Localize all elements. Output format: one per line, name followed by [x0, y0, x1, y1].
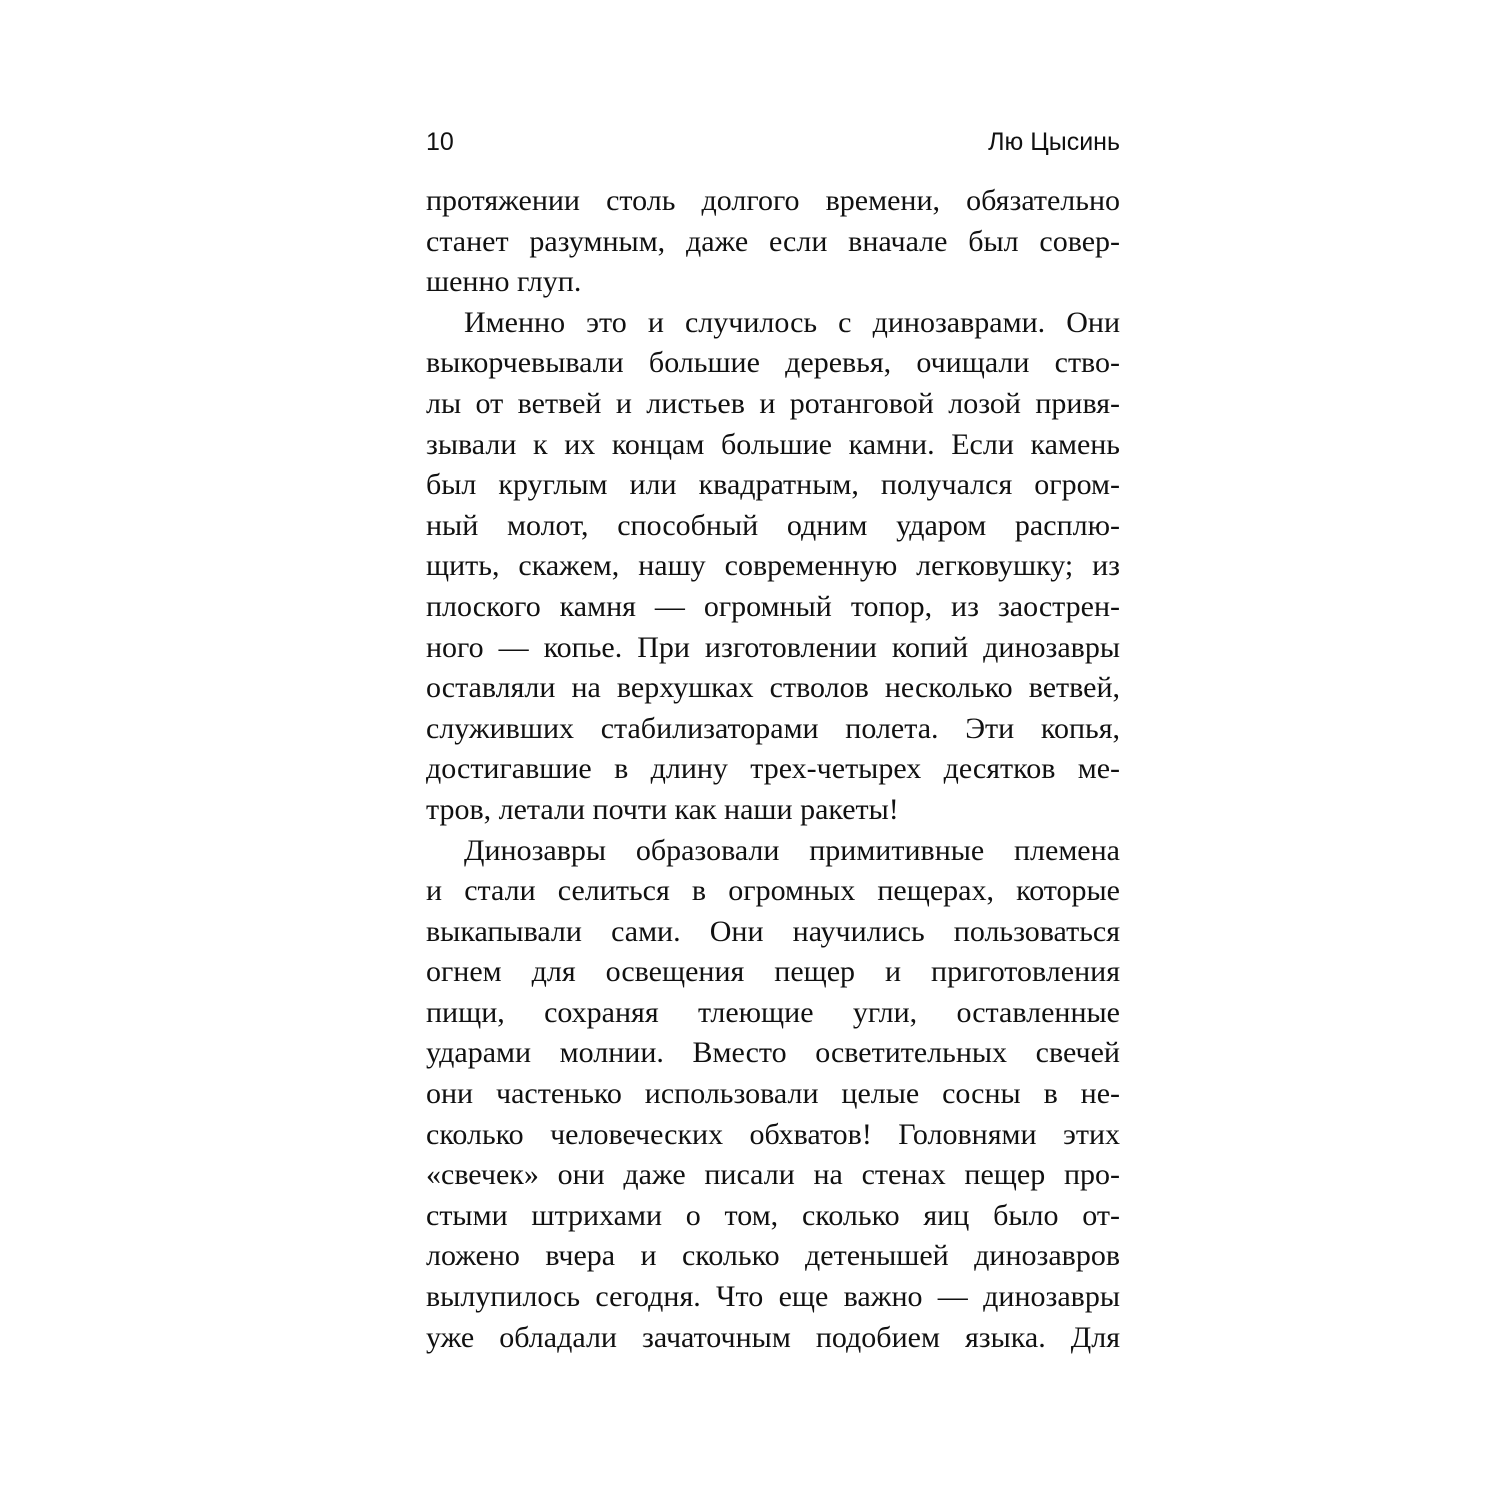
text-line: выкапывали сами. Они научились пользоваться: [426, 914, 1120, 948]
text-line: Динозавры образовали примитивные племена: [464, 833, 1120, 867]
text-line: лы от ветвей и листьев и ротанговой лозой привя-: [426, 386, 1120, 420]
text-line: щить, скажем, нашу современную легковушку; из: [426, 549, 1120, 583]
text-line: огнем для освещения пещер и приготовления: [426, 955, 1120, 989]
paragraph: [426, 831, 1120, 1359]
paragraph: [426, 181, 1120, 303]
text-line: они частенько использовали целые сосны в не-: [426, 1077, 1120, 1111]
text-line: вылупилось сегодня. Что еще важно — динозавры: [426, 1280, 1120, 1314]
text-line: зывали к их концам большие камни. Если камень: [426, 427, 1120, 461]
text-line: «свечек» они даже писали на стенах пещер про-: [426, 1158, 1120, 1192]
text-line: ложено вчера и сколько детенышей динозавров: [426, 1239, 1120, 1273]
text-line: ный молот, способный одним ударом расплю-: [426, 508, 1120, 542]
text-line: ного — копье. При изготовлении копий динозавры: [426, 630, 1120, 664]
running-head-author: Лю Цысинь: [988, 128, 1120, 156]
body-text: [426, 181, 1120, 1358]
text-line: был круглым или квадратным, получался огром-: [426, 468, 1120, 502]
text-line: пищи, сохраняя тлеющие угли, оставленные: [426, 995, 1120, 1029]
text-line: протяжении столь долгого времени, обязательно: [426, 184, 1120, 217]
text-line: служивших стабилизаторами полета. Эти копья,: [426, 711, 1120, 745]
text-line: тров, летали почти как наши ракеты!: [426, 792, 899, 826]
text-line: и стали селиться в огромных пещерах, которые: [426, 874, 1120, 908]
paragraph: [426, 303, 1120, 831]
text-line: выкорчевывали большие деревья, очищали ство-: [426, 346, 1120, 380]
page-number: 10: [426, 128, 454, 156]
text-line: плоского камня — огромный топор, из заострен-: [426, 589, 1120, 623]
text-line: достигавшие в длину трех-четырех десятков ме-: [426, 752, 1120, 786]
text-line: уже обладали зачаточным подобием языка. Для: [426, 1320, 1120, 1354]
text-line: Именно это и случилось с динозаврами. Они: [464, 305, 1120, 339]
text-line: сколько человеческих обхватов! Головнями этих: [426, 1117, 1120, 1151]
running-head: [426, 124, 1120, 160]
text-line: оставляли на верхушках стволов несколько ветвей,: [426, 671, 1120, 705]
text-line: ударами молнии. Вместо осветительных свечей: [426, 1036, 1120, 1070]
text-line: станет разумным, даже если вначале был совер-: [426, 224, 1120, 258]
text-line: шенно глуп.: [426, 265, 582, 299]
text-line: стыми штрихами о том, сколько яиц было от-: [426, 1198, 1120, 1232]
